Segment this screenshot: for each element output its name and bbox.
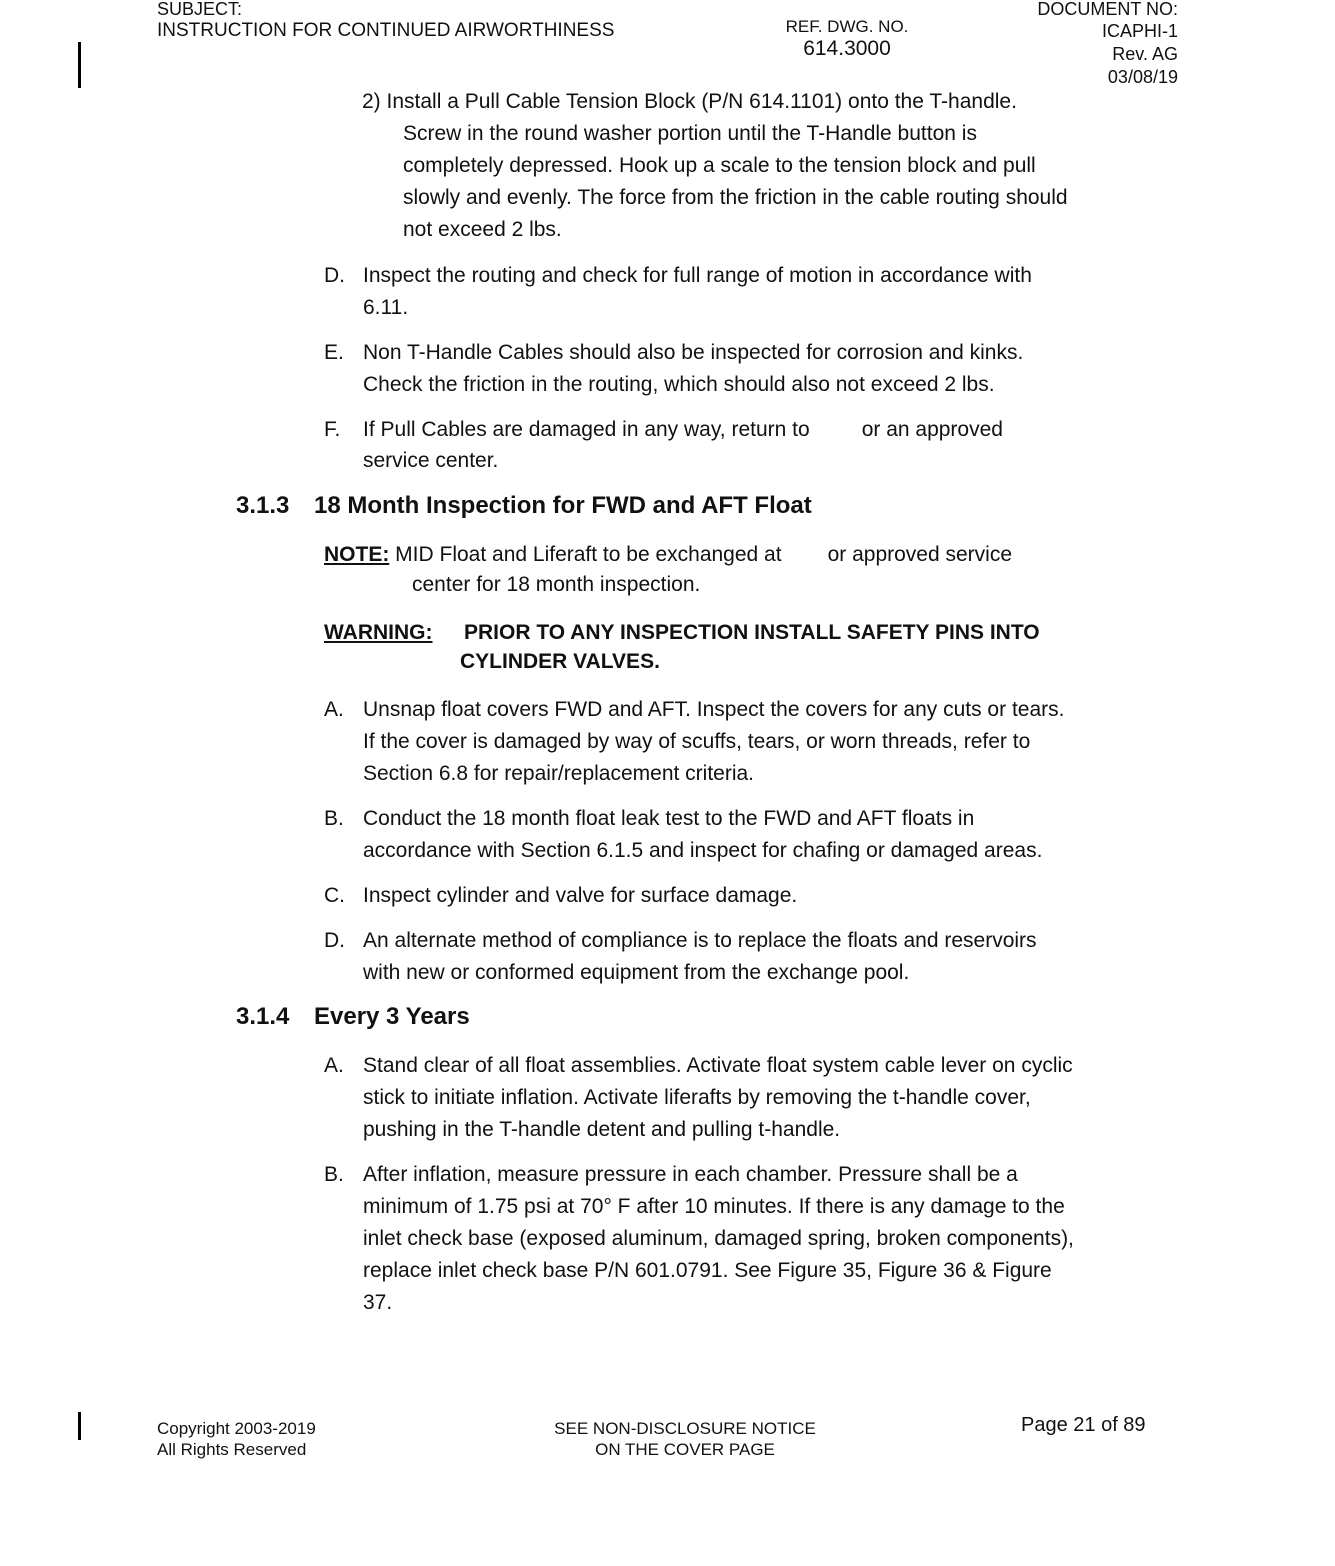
item-text-line: replace inlet check base P/N 601.0791. See Figure 35, Figure 36 & Figure xyxy=(363,1259,1052,1282)
subject-label: SUBJECT: xyxy=(157,0,243,19)
step-text-line: Screw in the round washer portion until the T-Handle button is xyxy=(403,122,977,145)
warning-label: WARNING: xyxy=(324,621,433,644)
warning-text-line: CYLINDER VALVES. xyxy=(460,650,660,673)
rights-reserved: All Rights Reserved xyxy=(157,1440,307,1459)
ref-dwg-value: 614.3000 xyxy=(803,37,891,60)
item-text-line: Inspect cylinder and valve for surface damage. xyxy=(363,884,798,907)
item-text-line: Section 6.8 for repair/replacement criteria. xyxy=(363,762,755,785)
item-label: A. xyxy=(324,1054,344,1077)
document-no-label: DOCUMENT NO: xyxy=(1037,0,1178,19)
warning-text-line: PRIOR TO ANY INSPECTION INSTALL SAFETY PINS INTO xyxy=(464,621,1040,644)
non-disclosure-notice-line2: ON THE COVER PAGE xyxy=(595,1440,775,1459)
note xyxy=(324,540,1012,570)
item-label: C. xyxy=(324,884,345,907)
section-title: 18 Month Inspection for FWD and AFT Float xyxy=(314,492,812,519)
note-text: or approved service xyxy=(827,543,1013,566)
step-text-line: completely depressed. Hook up a scale to the tension block and pull xyxy=(403,154,1036,177)
page-number: Page 21 of 89 xyxy=(1021,1414,1146,1436)
step-text-line: Install a Pull Cable Tension Block (P/N 614.1101) onto the T-handle. xyxy=(386,90,1017,113)
section-title: Every 3 Years xyxy=(314,1003,470,1030)
list-item-e xyxy=(324,337,1023,401)
list-item-c xyxy=(324,880,797,912)
note-text: MID Float and Liferaft to be exchanged at xyxy=(395,543,782,566)
list-item-b xyxy=(324,803,1042,867)
item-text-line: Inspect the routing and check for full range of motion in accordance with xyxy=(363,264,1032,287)
list-item-a xyxy=(324,1050,1073,1146)
section-number: 3.1.4 xyxy=(236,1003,290,1030)
item-text-line: minimum of 1.75 psi at 70° F after 10 minutes. If there is any damage to the xyxy=(363,1195,1065,1218)
copyright: Copyright 2003-2019 xyxy=(157,1419,316,1438)
ref-dwg-label: REF. DWG. NO. xyxy=(785,17,909,36)
item-text-line: An alternate method of compliance is to replace the floats and reservoirs xyxy=(363,929,1037,952)
section-heading-3-1-4 xyxy=(236,1003,1136,1035)
list-item-f xyxy=(324,414,1003,476)
section-heading-3-1-3 xyxy=(236,492,1136,524)
step-label: 2) xyxy=(362,90,381,113)
list-item-d xyxy=(324,925,1037,989)
section-number: 3.1.3 xyxy=(236,492,290,519)
document-no-value: ICAPHI-1 xyxy=(1101,21,1178,41)
step-2-continued xyxy=(403,118,1068,246)
item-text-line: with new or conformed equipment from the exchange pool. xyxy=(363,961,910,984)
step-2 xyxy=(362,86,1017,118)
note-continued: center for 18 month inspection. xyxy=(412,573,701,596)
change-bar xyxy=(78,42,81,88)
list-item-a xyxy=(324,694,1064,790)
item-text-line: Unsnap float covers FWD and AFT. Inspect the covers for any cuts or tears. xyxy=(363,698,1065,721)
subject-value: INSTRUCTION FOR CONTINUED AIRWORTHINESS xyxy=(157,20,615,41)
item-text-line: pushing in the T-handle detent and pulling t-handle. xyxy=(363,1118,841,1141)
list-item-b xyxy=(324,1159,1074,1319)
step-text-line: slowly and evenly. The force from the friction in the cable routing should xyxy=(403,186,1068,209)
item-text-line: accordance with Section 6.1.5 and inspect for chafing or damaged areas. xyxy=(363,839,1043,862)
item-text: If Pull Cables are damaged in any way, return to xyxy=(363,418,810,441)
change-bar xyxy=(78,1412,81,1440)
item-text-line: 6.11. xyxy=(363,296,409,319)
item-text-line: inlet check base (exposed aluminum, damaged spring, broken components), xyxy=(363,1227,1074,1250)
item-label: A. xyxy=(324,698,344,721)
item-text: or an approved xyxy=(861,418,1003,441)
revision: Rev. AG xyxy=(1112,44,1178,64)
item-label: F. xyxy=(324,418,341,441)
item-label: B. xyxy=(324,807,344,830)
revision-date: 03/08/19 xyxy=(1107,67,1178,87)
item-text-line: If the cover is damaged by way of scuffs, tears, or worn threads, refer to xyxy=(363,730,1031,753)
item-text-line: 37. xyxy=(363,1291,393,1314)
item-label: B. xyxy=(324,1163,344,1186)
item-text-line: After inflation, measure pressure in each chamber. Pressure shall be a xyxy=(363,1163,1018,1186)
item-label: E. xyxy=(324,341,344,364)
item-label: D. xyxy=(324,929,345,952)
item-text-line: Stand clear of all float assemblies. Activate float system cable lever on cyclic xyxy=(363,1054,1073,1077)
item-text-line: service center. xyxy=(363,449,499,472)
list-item-d xyxy=(324,260,1032,324)
item-text-line: Conduct the 18 month float leak test to the FWD and AFT floats in xyxy=(363,807,975,830)
item-text-line: Non T-Handle Cables should also be inspected for corrosion and kinks. xyxy=(363,341,1024,364)
item-label: D. xyxy=(324,264,345,287)
item-text-line: stick to initiate inflation. Activate liferafts by removing the t-handle cover, xyxy=(363,1086,1031,1109)
non-disclosure-notice: SEE NON-DISCLOSURE NOTICE xyxy=(554,1419,816,1438)
step-text-line: not exceed 2 lbs. xyxy=(403,218,562,241)
note-label: NOTE: xyxy=(324,543,390,566)
item-text-line: Check the friction in the routing, which should also not exceed 2 lbs. xyxy=(363,373,995,396)
